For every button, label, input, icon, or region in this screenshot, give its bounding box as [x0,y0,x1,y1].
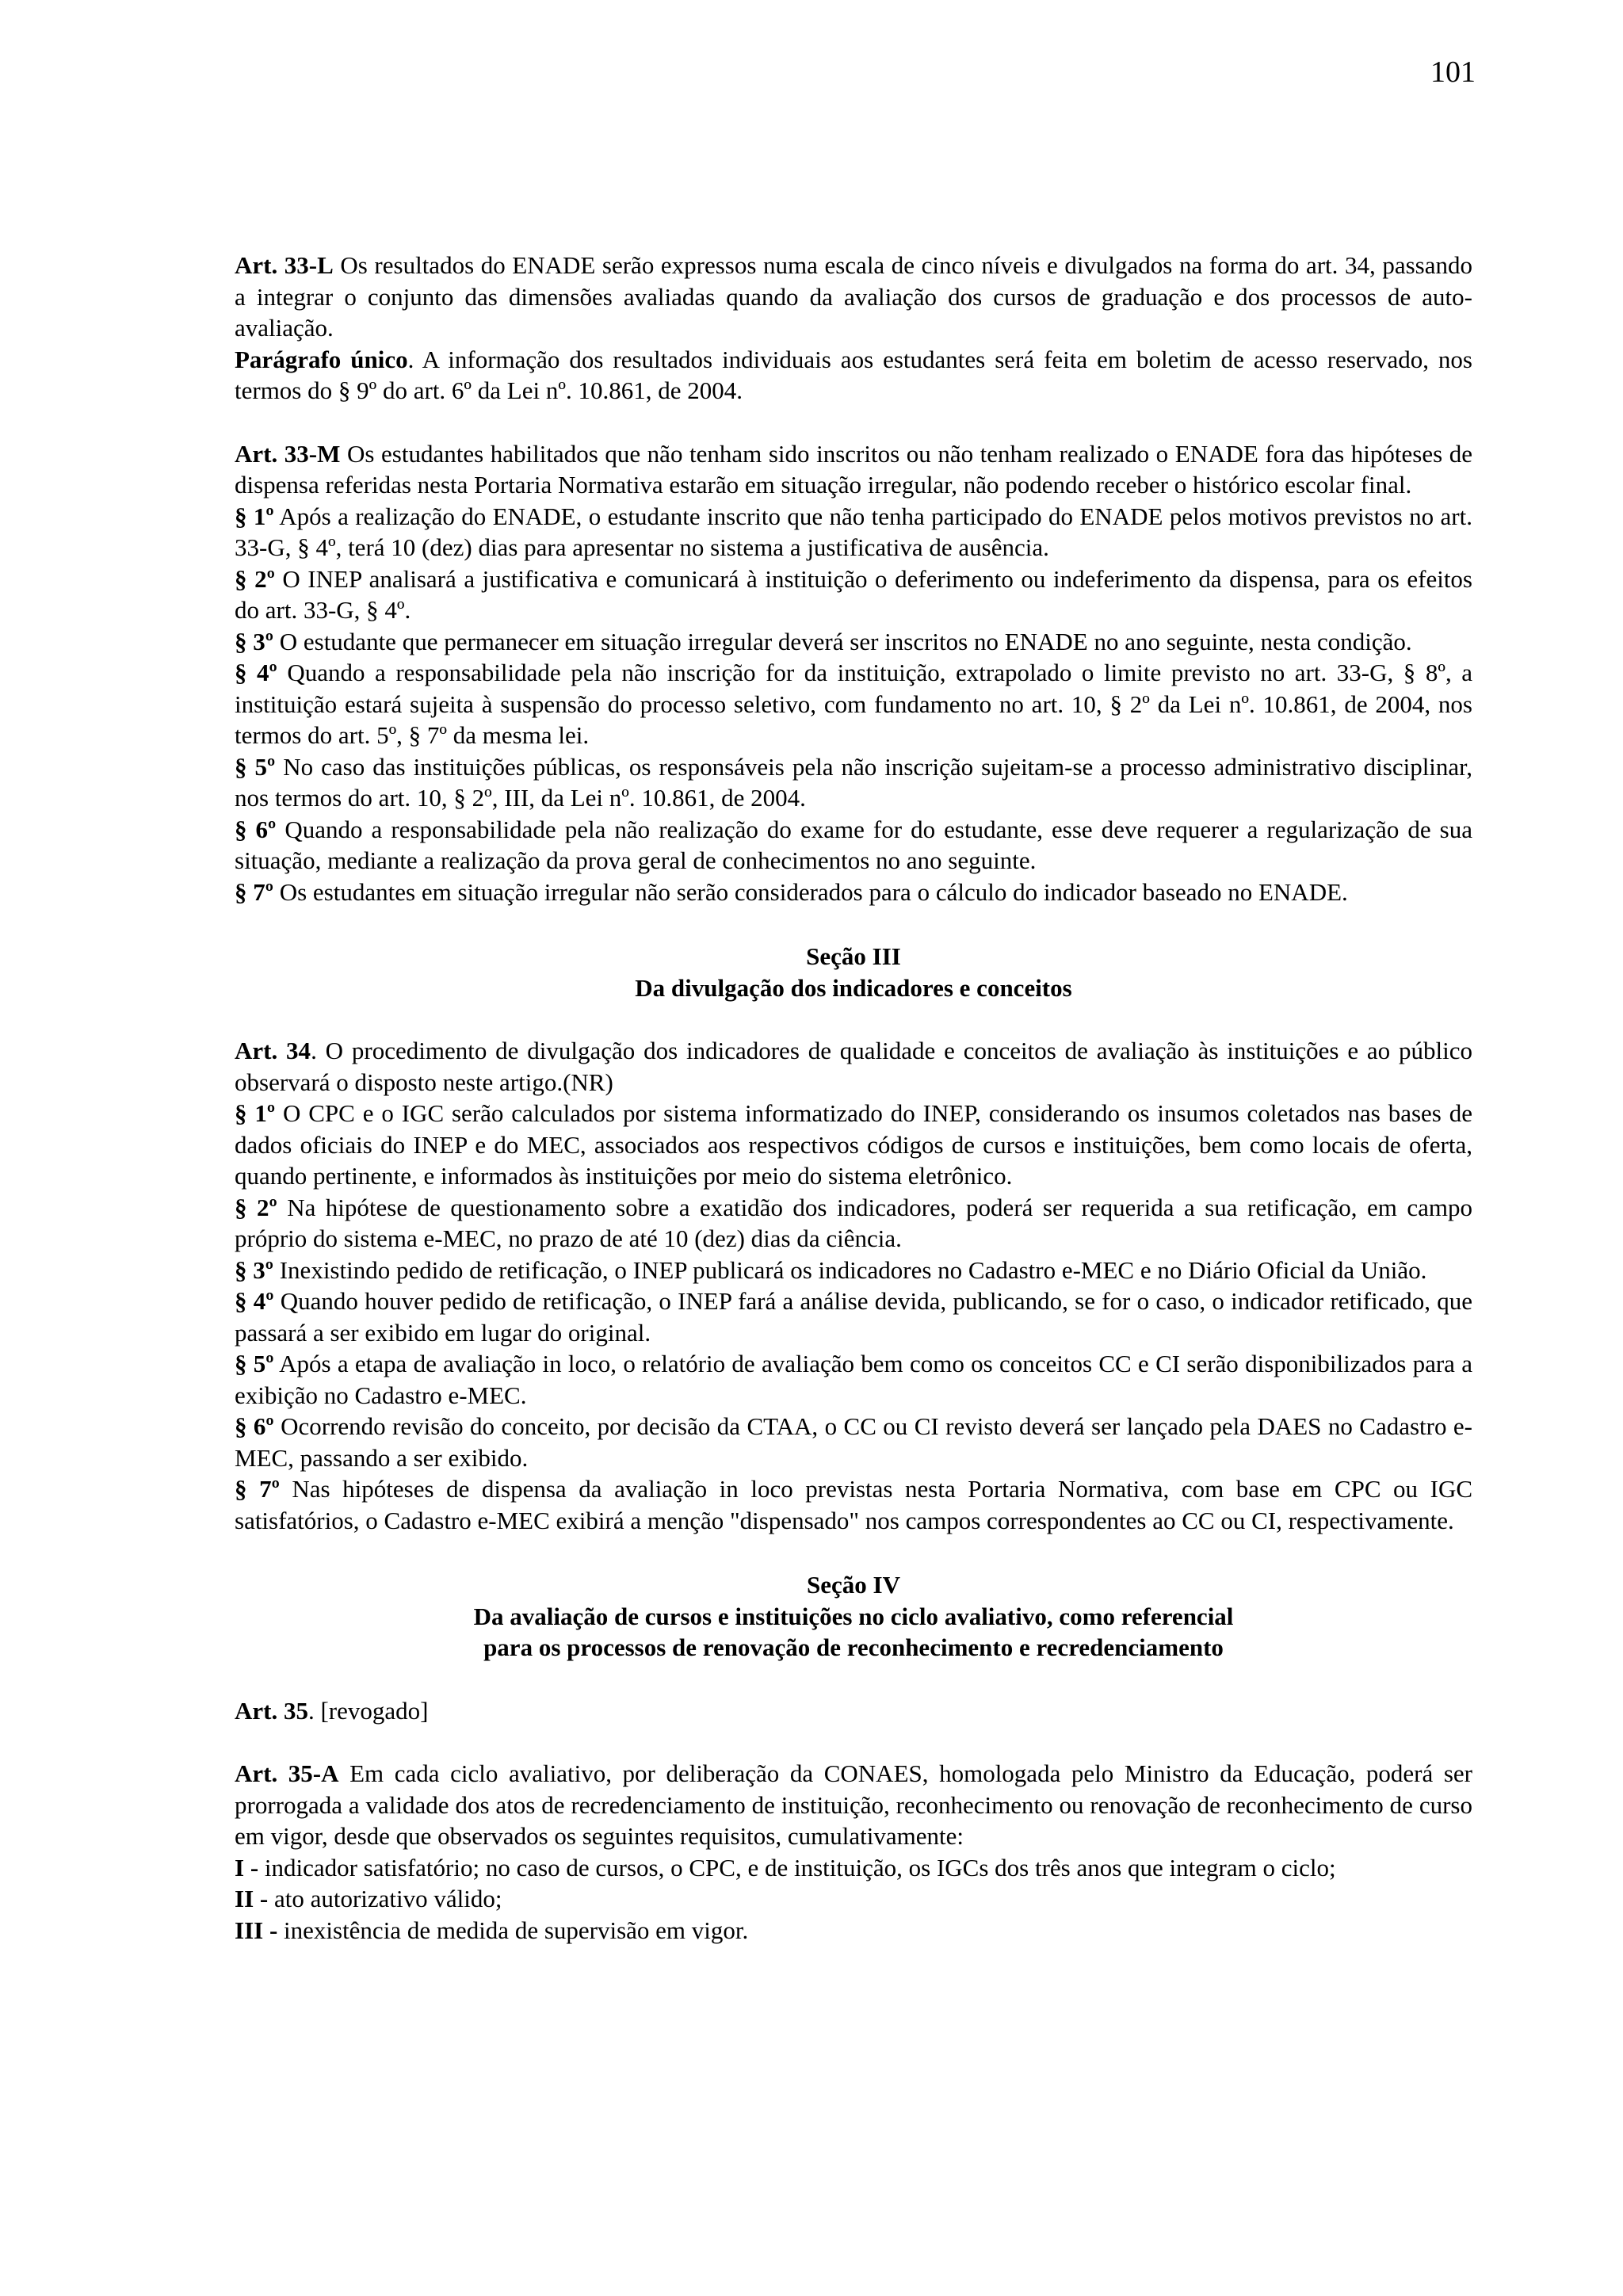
p7-text: Nas hipóteses de dispensa da avaliação in loco previstas nesta Portaria Normativa, com base em CPC ou IGC satisfatórios, o Cadastro e-MEC exibirá a menção "dispensado" nos campos correspondentes ao CC ou CI, respectivamente. [235,1475,1473,1534]
art-33m-p7 [235,877,1472,908]
page-number: 101 [1430,55,1476,89]
art-35a-text: Em cada ciclo avaliativo, por deliberação da CONAES, homologada pelo Ministro da Educação, poderá ser prorrogada a validade dos atos de recredenciamento de instituição, reconhecimento ou renovação de reconhecimento de curso em vigor, desde que observados os seguintes requisitos, cumulativamente: [235,1759,1472,1850]
p3-label: § 3º [235,1255,273,1284]
p5-text: Após a etapa de avaliação in loco, o relatório de avaliação bem como os conceitos CC e CI serão disponibilizados para a exibição no Cadastro e-MEC. [235,1350,1472,1409]
art-33l-text: Os resultados do ENADE serão expressos numa escala de cinco níveis e divulgados na forma do art. 34, passando a integrar o conjunto das dimensões avaliadas quando da avaliação dos cursos de graduação e dos processos de auto-avaliação. [235,251,1472,342]
item-label: I - [235,1853,259,1881]
art-34-label: Art. 34 [235,1037,311,1064]
p1-text: Após a realização do ENADE, o estudante inscrito que não tenha participado do ENADE pelos motivos previstos no art. 33-G, § 4º, terá 10 (dez) dias para apresentar no sistema a justificativa de ausência. [235,502,1472,561]
art-34-p6 [235,1411,1472,1473]
art-33m-p5 [235,751,1472,814]
p6-label: § 6º [235,815,277,843]
p6-text: Ocorrendo revisão do conceito, por decisão da CTAA, o CC ou CI revisto deverá ser lançado pela DAES no Cadastro e-MEC, passando a ser exibido. [235,1412,1472,1472]
p2-label: § 2º [235,1193,277,1221]
p2-label: § 2º [235,564,275,593]
section-title: Seção III [806,942,901,970]
p6-text: Quando a responsabilidade pela não realização do exame for do estudante, esse deve requerer a regularização de sua situação, mediante a realização da prova geral de conhecimentos no ano seguinte. [235,815,1473,874]
art-35-label: Art. 35 [235,1696,308,1725]
art-34-p5 [235,1348,1472,1411]
art-35a-paragraph [235,1758,1472,1852]
p5-label: § 5º [235,1350,274,1377]
art-33m-p1 [235,501,1472,563]
p7-label: § 7º [235,1475,280,1503]
p4-text: Quando a responsabilidade pela não inscrição for da instituição, extrapolado o limite previsto no art. 33-G, § 8º, a instituição estará sujeita à suspensão do processo seletivo, com fundamento no art. 10, § 2º da Lei nº. 10.861, de 2004, nos termos do art. 5º, § 7º da mesma lei. [235,659,1472,749]
paragrafo-unico-text: . A informação dos resultados individuais aos estudantes será feita em boletim de acesso reservado, nos termos do § 9º do art. 6º da Lei nº. 10.861, de 2004. [235,345,1472,404]
art-34-p3 [235,1255,1472,1286]
item-text: inexistência de medida de supervisão em vigor. [277,1916,749,1944]
art-34-p2 [235,1192,1472,1255]
art-35a-item-i [235,1852,1472,1884]
paragrafo-unico-label: Parágrafo único [235,345,408,373]
p3-text: Inexistindo pedido de retificação, o INEP publicará os indicadores no Cadastro e-MEC e no Diário Oficial da União. [273,1255,1427,1284]
p4-text: Quando houver pedido de retificação, o INEP fará a análise devida, publicando, se for o caso, o indicador retificado, que passará a ser exibido em lugar do original. [235,1287,1473,1347]
p2-text: Na hipótese de questionamento sobre a exatidão dos indicadores, poderá ser requerida a sua retificação, em campo próprio do sistema e-MEC, no prazo de até 10 (dez) dias da ciência. [235,1193,1473,1252]
section-subtitle: Da divulgação dos indicadores e conceitos [635,973,1072,1002]
art-34-p1 [235,1098,1472,1192]
section-subtitle-line1: Da avaliação de cursos e instituições no ciclo avaliativo, como referencial [473,1602,1234,1630]
p6-label: § 6º [235,1412,274,1440]
art-35a-label: Art. 35-A [235,1759,339,1787]
art-35a-item-ii [235,1883,1472,1915]
p5-label: § 5º [235,752,276,781]
p3-text: O estudante que permanecer em situação irregular deverá ser inscritos no ENADE no ano seguinte, nesta condição. [273,627,1412,655]
item-label: II - [235,1885,269,1912]
art-33m-p3 [235,626,1472,658]
p1-label: § 1º [235,1099,276,1127]
art-34-text: . O procedimento de divulgação dos indicadores de qualidade e conceitos de avaliação às instituições e ao público observará o disposto neste artigo.(NR) [235,1037,1472,1096]
art-33l-label: Art. 33-L [235,251,334,279]
p7-text: Os estudantes em situação irregular não serão considerados para o cálculo do indicador baseado no ENADE. [273,877,1348,906]
p2-text: O INEP analisará a justificativa e comunicará à instituição o deferimento ou indeferimento da dispensa, para os efeitos do art. 33-G, § 4º. [235,564,1472,624]
p1-text: O CPC e o IGC serão calculados por sistema informatizado do INEP, considerando os insumos coletados nas bases de dados oficiais do INEP e do MEC, associados aos respectivos códigos de cursos e instituições, bem como locais de oferta, quando pertinente, e informados às instituições por meio do sistema eletrônico. [235,1099,1472,1190]
p1-label: § 1º [235,502,274,530]
p5-text: No caso das instituições públicas, os responsáveis pela não inscrição sujeitam-se a processo administrativo disciplinar, nos termos do art. 10, § 2º, III, da Lei nº. 10.861, de 2004. [235,752,1473,812]
section-title: Seção IV [807,1571,900,1599]
document-body [235,250,1472,1946]
p4-label: § 4º [235,659,277,686]
p3-label: § 3º [235,627,273,655]
art-35-text: . [revogado] [307,1696,429,1725]
secao-iv-heading [235,1569,1472,1664]
art-33m-label: Art. 33-M [235,439,341,468]
secao-iii-heading [235,941,1472,1003]
art-35a-item-iii [235,1915,1472,1946]
section-subtitle-line2: para os processos de renovação de reconhecimento e recredenciamento [483,1633,1224,1661]
item-label: III - [235,1916,278,1944]
art-34-p7 [235,1473,1472,1536]
art-33m-p4 [235,657,1472,751]
art-34-paragraph [235,1035,1472,1098]
item-text: indicador satisfatório; no caso de cursos, o CPC, e de instituição, os IGCs dos três anos que integram o ciclo; [258,1853,1336,1881]
art-35-paragraph [235,1695,1472,1727]
art-33l-paragraph [235,250,1472,344]
art-33m-p2 [235,563,1472,626]
art-33m-p6 [235,814,1472,877]
p4-label: § 4º [235,1287,274,1315]
art-33l-paragrafo-unico [235,344,1472,407]
art-33m-paragraph [235,438,1472,501]
p7-label: § 7º [235,877,273,906]
art-33m-text: Os estudantes habilitados que não tenham sido inscritos ou não tenham realizado o ENADE fora das hipóteses de dispensa referidas nesta Portaria Normativa estarão em situação irregular, não podendo receber o histórico escolar final. [235,439,1472,499]
art-34-p4 [235,1286,1472,1348]
item-text: ato autorizativo válido; [268,1885,502,1912]
